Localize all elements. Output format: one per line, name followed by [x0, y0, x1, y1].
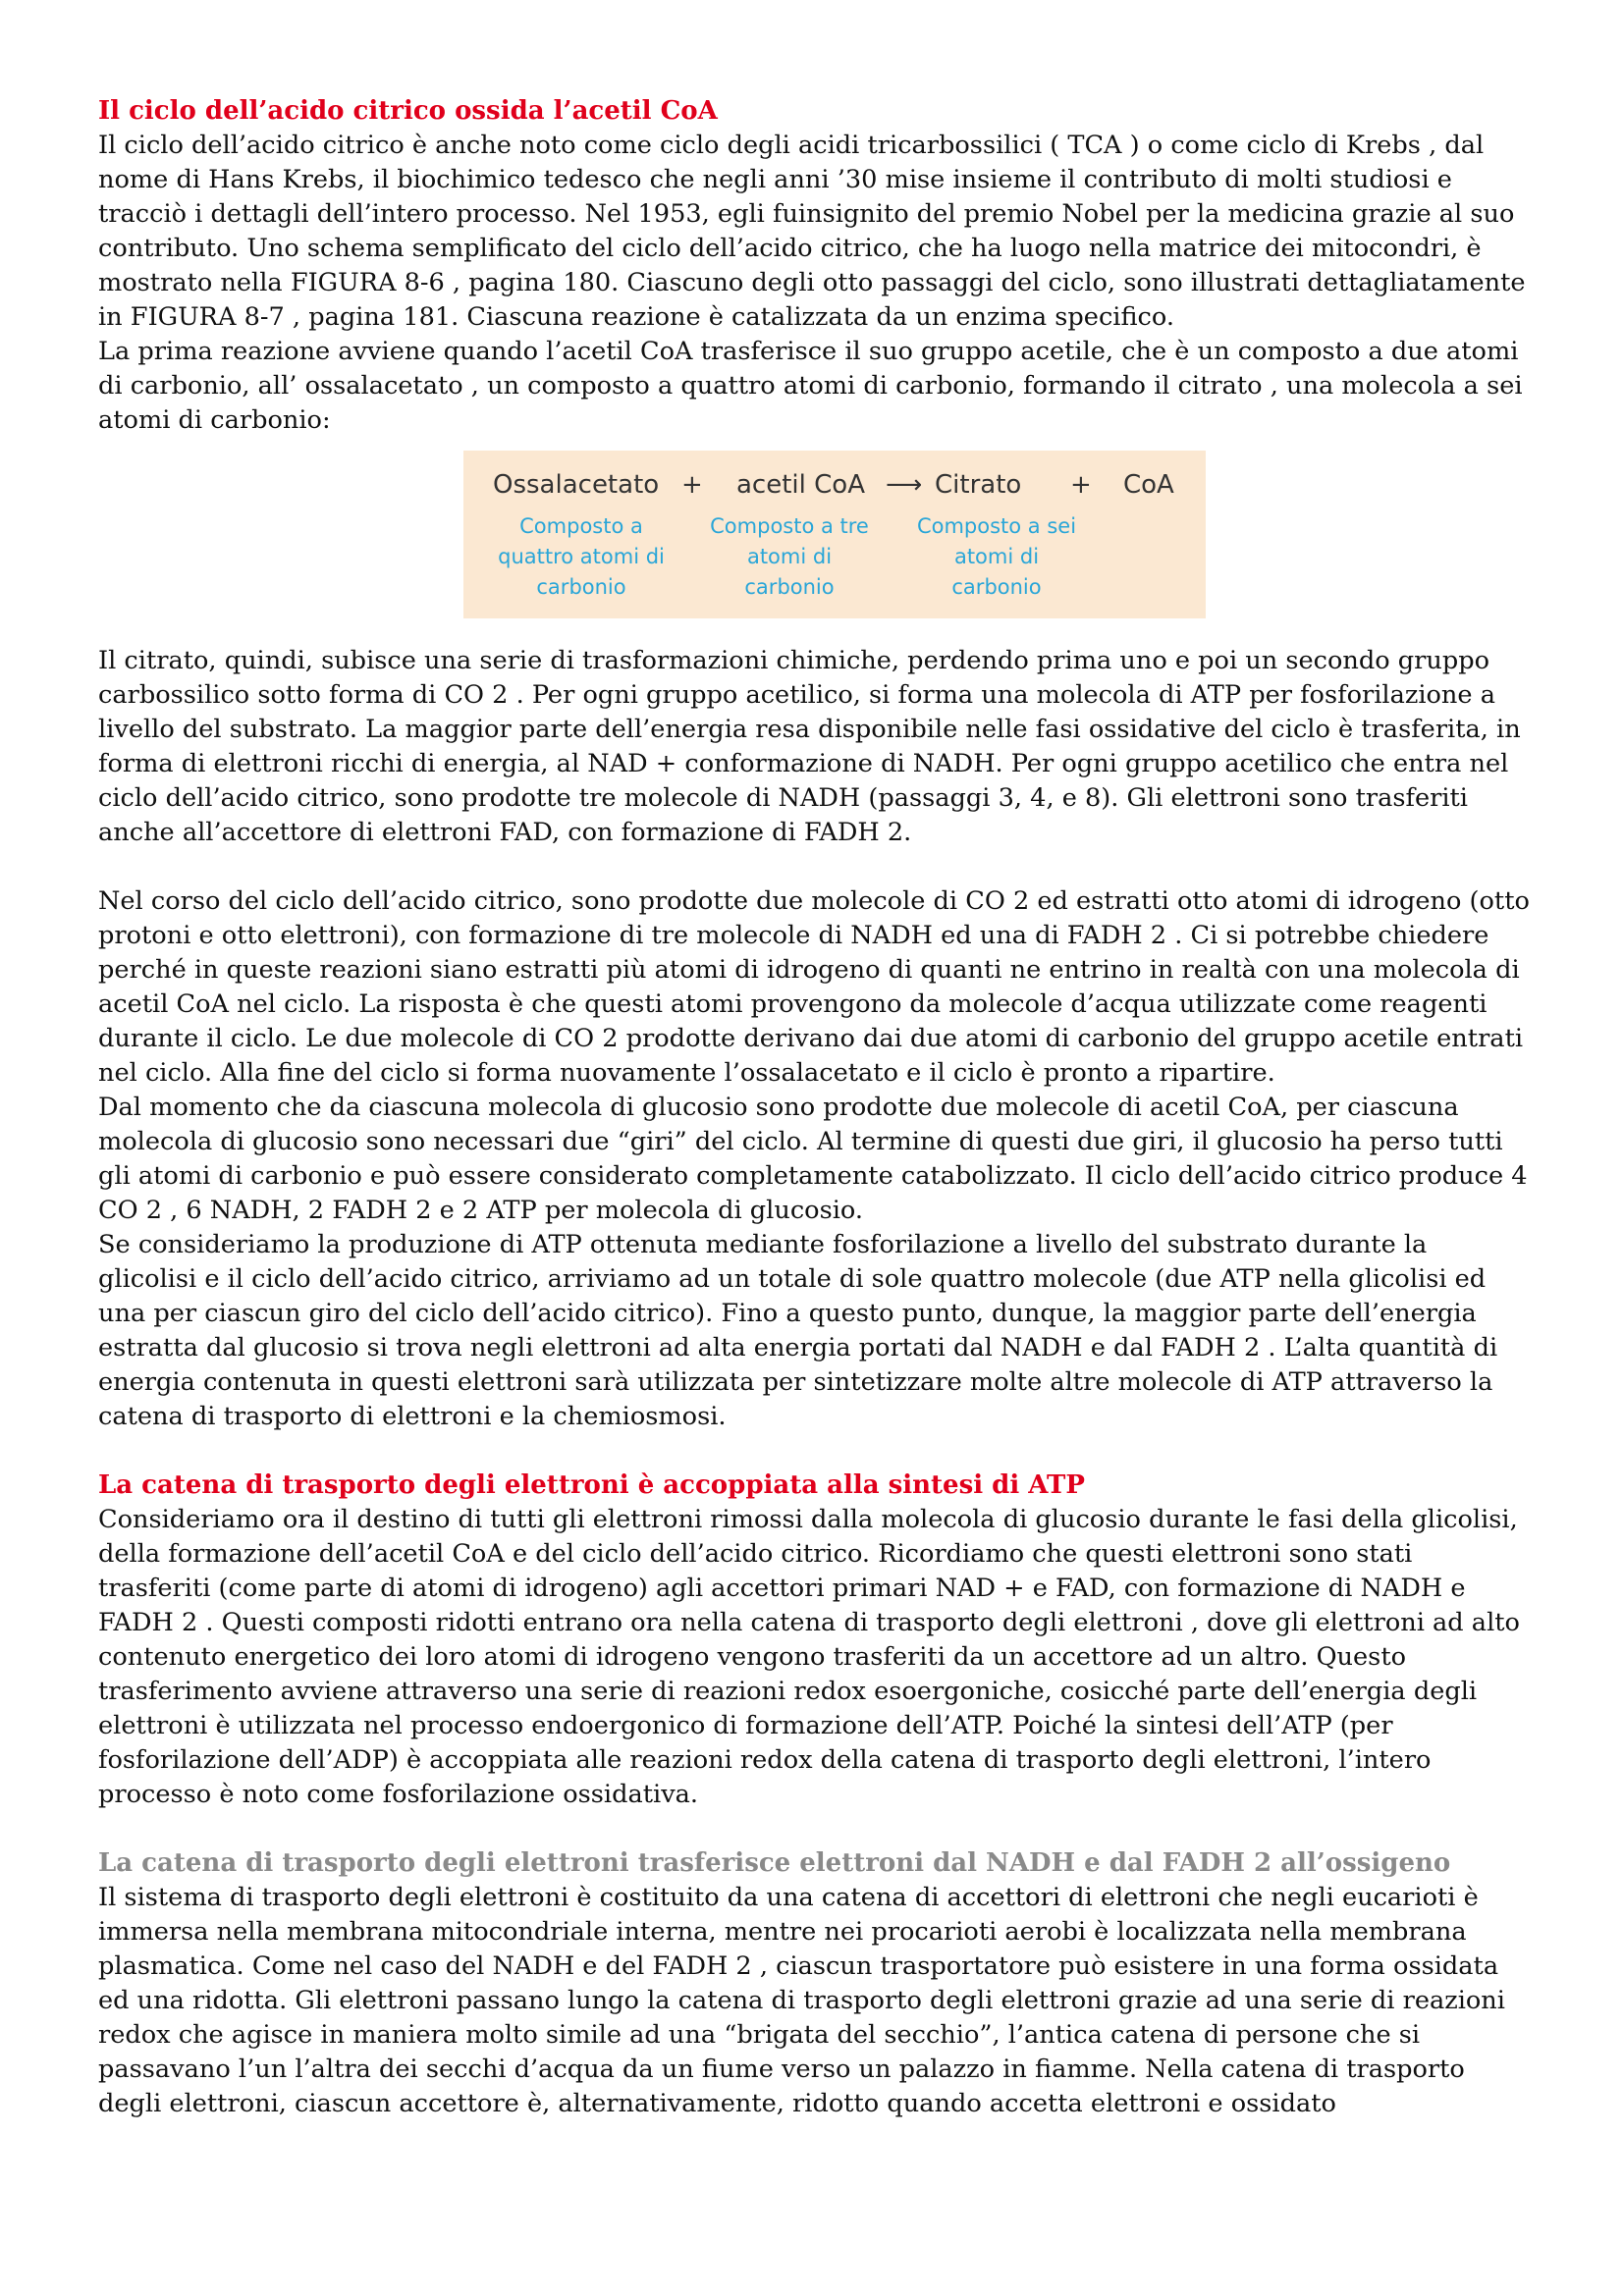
document-page: [98, 94, 1532, 2121]
plus-sign: +: [1070, 470, 1092, 500]
paragraph: Il citrato, quindi, subisce una serie di trasformazioni chimiche, perdendo prima uno e poi un secondo gruppo carbossilico sotto forma di CO 2 . Per ogni gruppo acetilico, si forma una molecola di ATP per fosforilazione a livello del substrato. La maggior parte dell’energia resa disponibile nelle fasi ossidative del ciclo è trasferita, in forma di elettroni ricchi di energia, al NAD + conformazione di NADH. Per ogni gruppo acetilico che entra nel ciclo dell’acido citrico, sono prodotte tre molecole di NADH (passaggi 3, 4, e 8). Gli elettroni sono trasferiti anche all’accettore di elettroni FAD, con formazione di FADH 2.: [98, 646, 1521, 847]
paragraph: Consideriamo ora il destino di tutti gli elettroni rimossi dalla molecola di glucosio durante le fasi della glicolisi, della formazione dell’acetil CoA e del ciclo dell’acido citrico. Ricordiamo che questi elettroni sono stati trasferiti (come parte di atomi di idrogeno) agli accettori primari NAD + e FAD, con formazione di NADH e FADH 2 . Questi composti ridotti entrano ora nella catena di trasporto degli elettroni , dove gli elettroni ad alto contenuto energetico dei loro atomi di idrogeno vengono trasferiti da un accettore ad un altro. Questo trasferimento avviene attraverso una serie di reazioni redox esoergoniche, cosicché parte dell’energia degli elettroni è utilizzata nel processo endoergonico di formazione dell’ATP. Poiché la sintesi dell’ATP (per fosforilazione dell’ADP) è accoppiata alle reazioni redox della catena di trasporto degli elettroni, l’intero processo è noto come fosforilazione ossidativa.: [98, 1505, 1520, 1809]
paragraph-gap: [98, 850, 1532, 884]
citrate-description: Composto a sei atomi di carbonio: [916, 514, 1077, 599]
reaction-box: [463, 451, 1206, 618]
reaction-equation: [463, 468, 1206, 507]
product-citrate: Citrato: [935, 470, 1022, 500]
acetyl-coa-description: Composto a tre atomi di carbonio: [710, 514, 869, 599]
section-gap: [98, 1812, 1532, 1846]
paragraph: Se consideriamo la produzione di ATP ottenuta mediante fosforilazione a livello del substrato durante la glicolisi e il ciclo dell’acido citrico, arriviamo ad un totale di sole quattro molecole (due ATP nella glicolisi ed una per ciascun giro del ciclo dell’acido citrico). Fino a questo punto, dunque, la maggior parte dell’energia estratta dal glucosio si trova negli elettroni ad alta energia portati dal NADH e dal FADH 2 . L’alta quantità di energia contenuta in questi elettroni sarà utilizzata per sintetizzare molte altre molecole di ATP attraverso la catena di trasporto di elettroni e la chemiosmosi.: [98, 1230, 1498, 1431]
reaction-figure: [98, 438, 1532, 644]
paragraph: Nel corso del ciclo dell’acido citrico, sono prodotte due molecole di CO 2 ed estratti otto atomi di idrogeno (otto protoni e otto elettroni), con formazione di tre molecole di NADH ed una di FADH 2 . Ci si potrebbe chiedere perché in queste reazioni siano estratti più atomi di idrogeno di quanti ne entrino in realtà con una molecola di acetil CoA nel ciclo. La risposta è che questi atomi provengono da molecole d’acqua utilizzate come reagenti durante il ciclo. Le due molecole di CO 2 prodotte derivano dai due atomi di carbonio del gruppo acetile entrati nel ciclo. Alla fine del ciclo si forma nuovamente l’ossalacetato e il ciclo è pronto a ripartire.: [98, 886, 1530, 1088]
heading-citric-acid-cycle: Il ciclo dell’acido citrico ossida l’acetil CoA: [98, 96, 718, 126]
reactant-acetyl-coa: acetil CoA: [736, 470, 865, 500]
product-coa: CoA: [1123, 470, 1174, 500]
subheading-electron-transfer: La catena di trasporto degli elettroni trasferisce elettroni dal NADH e dal FADH 2 all’ossigeno: [98, 1848, 1451, 1878]
reaction-arrow-icon: ⟶: [886, 470, 923, 500]
paragraph: La prima reazione avviene quando l’acetil CoA trasferisce il suo gruppo acetile, che è un composto a due atomi di carbonio, all’ ossalacetato , un composto a quattro atomi di carbonio, formando il citrato , una molecola a sei atomi di carbonio:: [98, 337, 1523, 435]
paragraph: Dal momento che da ciascuna molecola di glucosio sono prodotte due molecole di acetil CoA, per ciascuna molecola di glucosio sono necessari due “giri” del ciclo. Al termine di questi due giri, il glucosio ha perso tutti gli atomi di carbonio e può essere considerato completamente catabolizzato. Il ciclo dell’acido citrico produce 4 CO 2 , 6 NADH, 2 FADH 2 e 2 ATP per molecola di glucosio.: [98, 1093, 1528, 1225]
paragraph: Il sistema di trasporto degli elettroni è costituito da una catena di accettori di elettroni che negli eucarioti è immersa nella membrana mitocondriale interna, mentre nei procarioti aerobi è localizzata nella membrana plasmatica. Come nel caso del NADH e del FADH 2 , ciascun trasportatore può esistere in una forma ossidata ed una ridotta. Gli elettroni passano lungo la catena di trasporto degli elettroni grazie ad una serie di reazioni redox che agisce in maniera molto simile ad una “brigata del secchio”, l’antica catena di persone che si passavano l’un l’altra dei secchi d’acqua da un fiume verso un palazzo in fiamme. Nella catena di trasporto degli elettroni, ciascun accettore è, alternativamente, ridotto quando accetta elettroni e ossidato: [98, 1883, 1505, 2118]
reactant-oxaloacetate: Ossalacetato: [493, 470, 660, 500]
paragraph: Il ciclo dell’acido citrico è anche noto come ciclo degli acidi tricarbossilici ( TCA ) o come ciclo di Krebs , dal nome di Hans Krebs, il biochimico tedesco che negli anni ’30 mise insieme il contributo di molti studiosi e tracciò i dettagli dell’intero processo. Nel 1953, egli fuinsignito del premio Nobel per la medicina grazie al suo contributo. Uno schema semplificato del ciclo dell’acido citrico, che ha luogo nella matrice dei mitocondri, è mostrato nella FIGURA 8-6 , pagina 180. Ciascuno degli otto passaggi del ciclo, sono illustrati dettagliatamente in FIGURA 8-7 , pagina 181. Ciascuna reazione è catalizzata da un enzima specifico.: [98, 131, 1526, 332]
section-gap: [98, 1434, 1532, 1468]
heading-electron-transport-chain: La catena di trasporto degli elettroni è accoppiata alla sintesi di ATP: [98, 1470, 1085, 1500]
oxaloacetate-description: Composto a quattro atomi di carbonio: [498, 514, 665, 599]
plus-sign: +: [681, 470, 703, 500]
